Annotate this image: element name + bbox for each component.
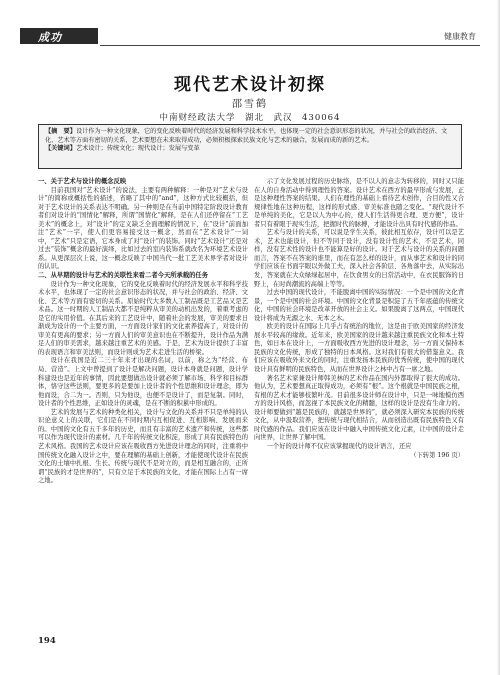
body-paragraph: 示了文化发展过程的历史脉络，是不以人的意志为转移的，同时又只能在人的自身活动中得到理性的答案。设计艺术在西方的最早形成与发展，正是这种理性答案的结果。人们在理性的基础上看待艺术创作，合目的性又合规律性地在这种历程，这样的形式感、审美标准也随之变化。“现代设计不是单纯的美化，它是以人为中心的，使人们生活得更合理、更方便”，设计者只有着眼于现实生活，把握时代的脉搏，才能设计出具有时代感的作品。 <box>254 178 464 228</box>
body-paragraph: 一个好的设计师不仅应该掌握现代的设计语言，还应 <box>266 442 412 450</box>
author-name: 邵雪鹤 <box>232 99 268 110</box>
abstract-box <box>38 124 462 169</box>
body-paragraph: 艺术的发展与艺术的种类化相关，设计与文化的关系并不只是单纯的认识论意义上的关联，它们是在不同时期内互相促进、互相影响、发展而来的。中国的文化有五千多年的历史，而且有丰富的艺术遗产和传统，这些都可以作为现代设计的素材。几千年的传统文化积淀，形成了具有民族特色的艺术风格。我国的艺术设计应该在吸收西方先进设计理念的同时，注重将中国传统文化融入设计之中，要在理解的基础上创新，才能使现代设计在民族文化的土壤中扎根、生长。传统与现代不是对立的，而是相互融合的，正所谓“民族的才是世界的”，只有立足于本民族的文化，才能在国际上占有一席之地。 <box>38 408 248 485</box>
running-header <box>20 26 480 46</box>
article-title: 现代艺术设计初探 <box>174 75 326 95</box>
body-column-left <box>38 178 248 486</box>
body-paragraph: 著名艺术家兼设计师韩美林的艺术作品在国内外都取得了很大的成功。他认为，艺术要想真正取得成功，必须有“根”。这个根就是中国民族之根，有根的艺术才能够枝繁叶茂。目前很多设计师在设计中，只是一味地模仿西方的设计风格，而忽视了本民族文化的精髓，这样的设计是没有生命力的。设计师要做到“越是民族的，就越是世界的”，就必须深入研究本民族的传统文化，从中汲取营养，把传统与现代相结合，从而创造出既有民族特色又有时代感的作品。我们应该在设计中融入中国传统文化元素，让中国的设计走向世界，让世界了解中国。 <box>254 374 464 442</box>
body-paragraph: 过去中国的现代设计，不能脱离中国的实际情况：一个是中国的文化背景，一个是中国的社会环境。中国的文化背景是积淀了五千年底蕴的传统文化，中国的社会环境是改革开放的社会主义。如果脱离了这两点，中国现代设计将成为无源之水、无本之木。 <box>254 289 464 322</box>
continuation-note: （下转第 196 页） <box>410 451 464 459</box>
journal-logo: 成功 <box>38 31 62 44</box>
keywords-line <box>45 145 455 154</box>
section-heading: 二、从早期的设计与艺术的关联性来看二者今天所承载的任务 <box>38 272 209 280</box>
abstract-label: 【摘 要】 <box>45 128 76 135</box>
section-label: 健康教育 <box>444 32 476 41</box>
body-paragraph: 目前我国对“艺术设计”的说法，主要有两种解释：一种是对“艺术与设计”的简称或概括性的描述，省略了其中的“and”，这种方式比较概括，但对于艺术设计的关系表达不明确。另一种则是在当前中国特定阶段设计教育者们对设计的“国情化”解释，所谓“国情化”解释，是在人们还停留在“工艺美术”的概念上，对“设计”的定义缺乏全面理解的情况下，在“设计”前面加注“艺术”一字，使人们更容易接受这一概念，然而在“艺术设计”一词中，“艺术”只是定语，它本身成了对“设计”的装饰。同时“艺术设计”还是对过去“装饰”概念的最好演绎，比如过去的室内装饰系就改名为环境艺术设计系。从更深层次上说，这一概念反映了中国当代一批工艺美术界学者对设计的认识。 <box>38 186 248 271</box>
abstract-text-block <box>45 128 455 145</box>
body-paragraph: 欧美的设计在国际上几乎占有统治的地位，这是由于欧美国家的经济发展水平较高的缘故。近年来，欧美国家的设计越来越注重民族文化和本土特色，如日本在设计上，一方面吸收西方先进的设计理念，另一方面又保持本民族的文化传统，形成了独特的日本风格。这对我们有很大的借鉴意义。我们应该在吸收外来文化的同时，注重发扬本民族的优秀传统，使中国的现代设计具有鲜明的民族特色，从而在世界设计之林中占有一席之地。 <box>254 323 464 374</box>
body-column-right <box>254 178 464 460</box>
keywords-label: 【关键词】 <box>45 145 76 153</box>
body-paragraph: 艺术与设计的关系，可以说是学生关系，彼此相互依存，设计可以是艺术，艺术也能设计，但不等同于设计，没有设计性的艺术，不是艺术，同样，没有艺术性的设计也不能算是好的设计。对于艺术与设计的关系的问题而言，答案不在答案的谁里，而在有怎么样的设计，而从事艺术和设计的同学们应该在书面字眼以外做工夫，深入社会各阶层、各角落中去，从实际出发，答案就在大众绿绿起居中，在饮食男女的日常活动中，在衣民服饰的日野上，在时尚潮流的高端上等等。 <box>254 229 464 288</box>
page-number: 194 <box>38 636 56 646</box>
body-paragraph: 设计作为一种文化现象，它的变化反映着时代的经济发展水平和科学技术水平，也体现了一定的社会意识形态的状况，并与社会的政治、经济、文化、艺术等方面有密切的关系。原始时代大多数人工制品既是工艺品又是艺术品。这一时期的人工制品大都不是纯粹从审美的动机出发的，着重考虑的是它的实用价值。在其后来的工艺设计中，随着社会的发展，审美的要求日渐成为设计的一个主要方面，一方面设计家们的文化素养提高了，对设计的审美有更高的要求；另一方面人们的审美意识也在不断提升，设计作品为满足人们的审美需求，越来越注重艺术的美感。于是，艺术为设计提供了丰富的表现语言和审美法则，而设计则成为艺术走进生活的桥梁。 <box>38 280 248 356</box>
section-heading: 一、关于艺术与设计的概念反映 <box>38 178 127 185</box>
header-rule <box>100 45 480 46</box>
body-paragraph: 设计在我国是近二三十年来才出现的名词，以前，称之为“经营、布局、营造”。上文中曾提到了设计是解决问题，设计本身就是问题，设计学科建设也是近年的事情，因此要想做出设计就必须了解市场、科学和目标群体，恪守这些法则，要更多的是要加上设计者的个性思维和设计理念，即为他而设，合二为一。否则，只为他设，也便不是设计了，而是复制。同时，设计者的个性思维，正如设计的灵魂，是在不断的积累中形成的。 <box>38 357 248 408</box>
keywords-text: 艺术设计；传统文化；现代设计；发展与变革 <box>75 145 200 153</box>
abstract-text: 设计作为一种文化现象，它的变化反映着时代的经济发展和科学技术水平，也体现一定的社会意识形态的状况，并与社会的政治经济、文化、艺术等方面有密切的关系，艺术要想在未来取得成功，必须积极探索民族文化与艺术的融合，发展而成的新的艺术。 <box>45 128 448 144</box>
author-affiliation: 中南财经政法大学 湖北 武汉 430064 <box>159 113 341 123</box>
